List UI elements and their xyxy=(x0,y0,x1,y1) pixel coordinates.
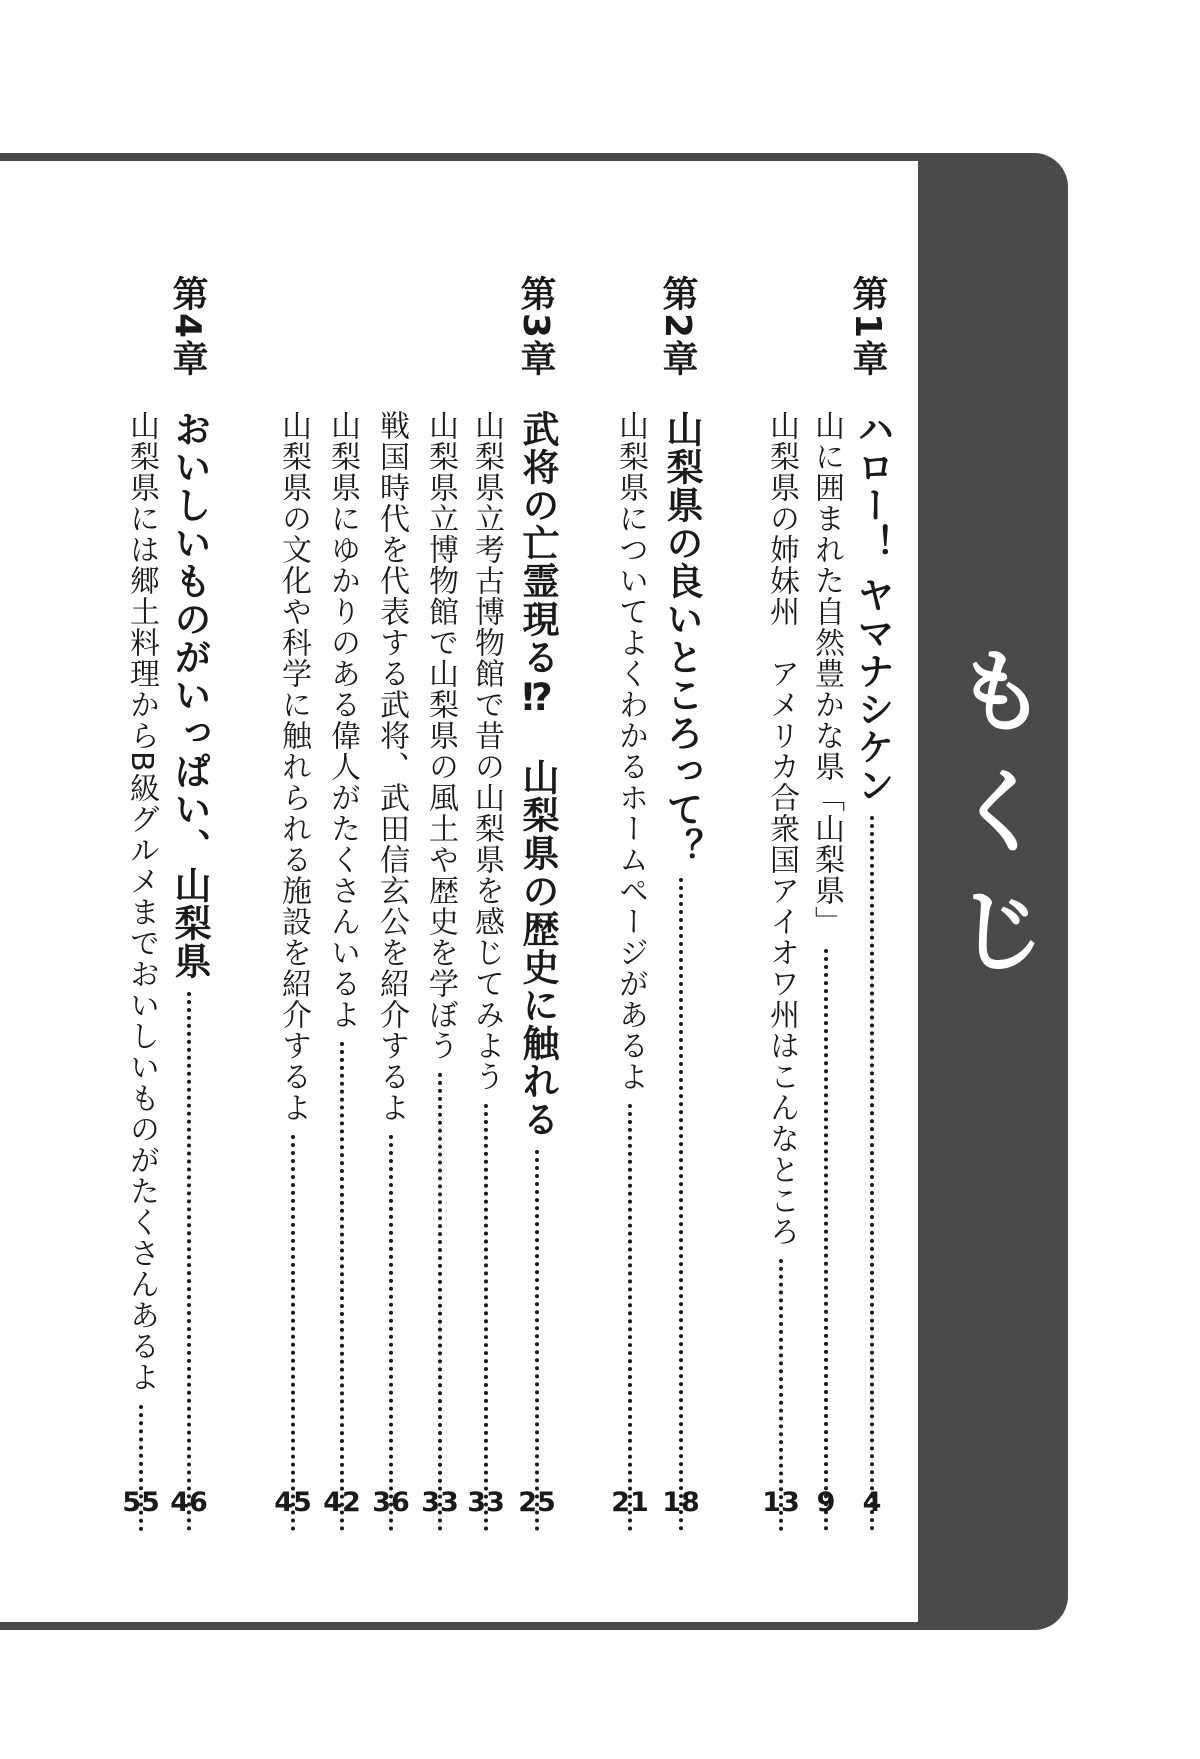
toc-entry[interactable] xyxy=(513,410,561,1545)
toc-entry-title: 武将の亡霊現る⁉ 山梨県の歴史に触れる xyxy=(516,410,559,1138)
toc-entry[interactable] xyxy=(848,410,896,1545)
toc-entry-title: 山梨県の良いところって？ xyxy=(660,410,703,866)
leader-dots xyxy=(484,1104,488,1531)
leader-dots xyxy=(389,1135,393,1531)
toc-page-number: 45 xyxy=(274,1487,312,1518)
toc-entry[interactable] xyxy=(117,410,165,1545)
toc-entry-title: 山梨県立考古博物館で昔の山梨県を感じてみよう xyxy=(469,410,504,1092)
toc-page-number: 33 xyxy=(467,1487,505,1518)
toc-page-number: 42 xyxy=(323,1487,361,1518)
toc-page-number: 33 xyxy=(421,1487,459,1518)
bottom-border xyxy=(0,1622,940,1630)
toc-entry-title: 山梨県にゆかりのある偉人がたくさんいるよ xyxy=(325,410,360,1030)
toc-page-number: 13 xyxy=(762,1487,800,1518)
toc-entry[interactable] xyxy=(757,410,805,1545)
leader-dots xyxy=(870,816,874,1531)
leader-dots xyxy=(340,1042,344,1531)
toc-entry-title: 山に囲まれた自然豊かな県「山梨県」 xyxy=(809,410,844,937)
toc-page-number: 36 xyxy=(372,1487,410,1518)
toc-page-number: 18 xyxy=(662,1487,700,1518)
toc-page-number: 21 xyxy=(611,1487,649,1518)
contents-tab xyxy=(918,153,1068,1630)
toc-entry[interactable] xyxy=(657,410,705,1545)
leader-dots xyxy=(187,992,191,1531)
leader-dots xyxy=(628,1104,632,1531)
leader-dots xyxy=(679,878,683,1531)
top-border xyxy=(0,153,940,161)
toc-entry-title: 山梨県立博物館で山梨県の風土や歴史を学ぼう xyxy=(423,410,458,1061)
toc-entry-title: 山梨県の文化や科学に触れられる施設を紹介するよ xyxy=(276,410,311,1123)
toc-entry-title: 戦国時代を代表する武将、武田信玄公を紹介するよ xyxy=(374,410,409,1123)
toc-entry-title: おいしいものがいっぱい、山梨県 xyxy=(168,410,211,980)
leader-dots xyxy=(291,1135,295,1531)
chapter-3-label: 第3章 xyxy=(515,275,556,379)
toc-entry[interactable] xyxy=(269,410,317,1545)
toc-entry[interactable] xyxy=(367,410,415,1545)
toc-entry[interactable] xyxy=(165,410,213,1545)
toc-entry-title: 山梨県の姉妹州 アメリカ合衆国アイオワ州はこんなところ xyxy=(764,410,799,1247)
chapter-1-label: 第1章 xyxy=(847,275,888,379)
toc-entry[interactable] xyxy=(606,410,654,1545)
toc-page-number: 9 xyxy=(816,1487,836,1518)
leader-dots xyxy=(535,1150,539,1531)
chapter-2-label: 第2章 xyxy=(657,275,698,379)
leader-dots xyxy=(438,1073,442,1531)
toc-entry[interactable] xyxy=(462,410,510,1545)
toc-entry-title: 山梨県には郷土料理からB級グルメまでおいしいものがたくさんあるよ xyxy=(124,410,159,1393)
toc-entry[interactable] xyxy=(802,410,850,1545)
toc-entry-title: 山梨県についてよくわかるホームページがあるよ xyxy=(613,410,648,1092)
leader-dots xyxy=(824,949,828,1531)
toc-entry[interactable] xyxy=(416,410,464,1545)
page-title: もくじ xyxy=(940,643,1047,1003)
chapter-4-label: 第4章 xyxy=(167,275,208,379)
toc-entry[interactable] xyxy=(318,410,366,1545)
toc-page-number: 25 xyxy=(518,1487,556,1518)
toc-entry-title: ハロー！ ヤマナシケン xyxy=(851,410,894,804)
toc-page-number: 46 xyxy=(170,1487,208,1518)
toc-page-number: 55 xyxy=(122,1487,160,1518)
toc-page-number: 4 xyxy=(862,1487,882,1518)
